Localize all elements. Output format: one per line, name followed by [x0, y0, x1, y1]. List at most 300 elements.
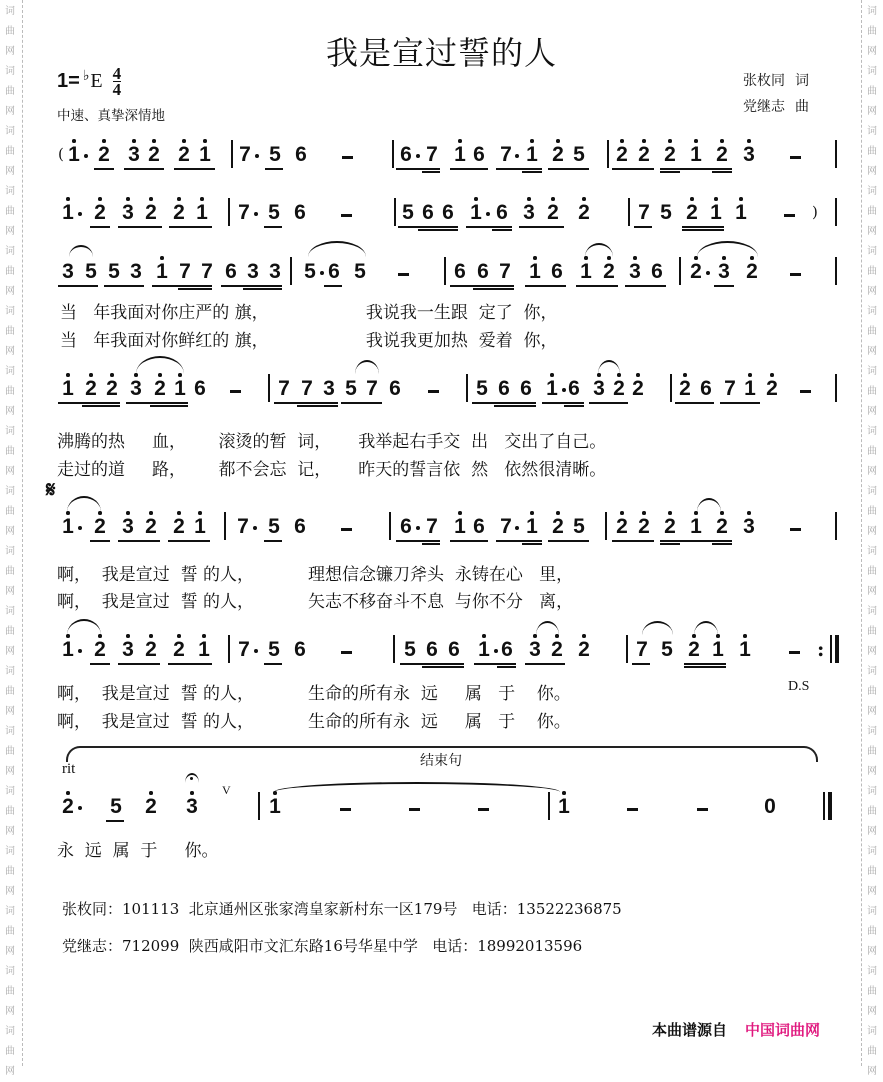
watermark-char: 网 [867, 826, 877, 837]
note: 6 [700, 377, 712, 400]
barline [228, 635, 230, 663]
sustain-dash [341, 528, 352, 531]
note: 6 [422, 201, 434, 224]
watermark-char: 曲 [5, 686, 15, 697]
watermark-char: 曲 [5, 806, 15, 817]
beam-underline [720, 402, 760, 404]
beam-underline [612, 540, 654, 542]
beam-underline [324, 285, 342, 287]
octave-dot [177, 511, 181, 515]
watermark-char: 词 [5, 306, 15, 317]
barline [389, 512, 391, 540]
watermark-char: 网 [5, 406, 15, 417]
beam-underline [400, 663, 464, 665]
sustain-dash [398, 273, 409, 276]
note: 1 [452, 516, 468, 538]
note: 3 [120, 639, 136, 661]
note: 1 [578, 261, 594, 283]
watermark-char: 网 [867, 286, 877, 297]
note: 3 [521, 202, 537, 224]
beam-underline [675, 402, 714, 404]
watermark-char: 词 [867, 606, 877, 617]
note: 2 [614, 144, 630, 166]
watermark-char: 词 [5, 1026, 15, 1037]
octave-dot [714, 197, 718, 201]
barline [830, 635, 832, 663]
note: 6 [295, 143, 307, 166]
sustain-dash [790, 528, 801, 531]
watermark-char: 网 [5, 466, 15, 477]
slur-arc [536, 621, 559, 635]
watermark-char: 网 [5, 286, 15, 297]
slur-arc [355, 360, 379, 374]
watermark-char: 词 [5, 366, 15, 377]
note: 3 [716, 261, 732, 283]
octave-dot [126, 511, 130, 515]
beam-underline [178, 288, 212, 290]
octave-dot [530, 511, 534, 515]
octave-dot [177, 197, 181, 201]
note: 1 [733, 202, 749, 224]
octave-dot [149, 634, 153, 638]
note: 2 [545, 202, 561, 224]
watermark-char: 网 [867, 706, 877, 717]
octave-dot [474, 197, 478, 201]
beam-underline [118, 663, 160, 665]
note: 1 [476, 639, 492, 661]
octave-dot [551, 197, 555, 201]
beam-underline [94, 168, 114, 170]
beam-underline [625, 285, 666, 287]
lyric-line: 沸腾的热 血， 滚烫的暂 词， 我举起右手交 出 交出了自己。 [57, 432, 607, 452]
watermark-char: 词 [867, 126, 877, 137]
note: 5 [573, 143, 585, 166]
beam-underline [712, 543, 732, 545]
final-barline [835, 635, 839, 663]
note: 6 [442, 201, 454, 224]
repeat-sign-icon: : [817, 637, 825, 661]
beam-underline [660, 543, 680, 545]
slur-arc [69, 245, 93, 257]
note: 6 [400, 143, 412, 166]
beam-underline [660, 168, 732, 170]
note: 6 [294, 201, 306, 224]
watermark-char: 网 [5, 646, 15, 657]
staff-line-7 [0, 790, 883, 824]
barline [835, 198, 837, 226]
octave-dot [149, 511, 153, 515]
beam-underline [422, 543, 440, 545]
watermark-char: 词 [5, 246, 15, 257]
note: 2 [684, 202, 700, 224]
octave-dot [160, 256, 164, 260]
note: 1 [192, 516, 208, 538]
beam-underline [714, 285, 734, 287]
beam-underline [634, 226, 652, 228]
barline [679, 257, 681, 285]
note: 1 [737, 639, 753, 661]
note: 5 [404, 638, 416, 661]
note: 1 [196, 639, 212, 661]
slur-arc [642, 621, 673, 635]
beam-underline [450, 540, 488, 542]
watermark-char: 曲 [867, 146, 877, 157]
note: 2 [96, 144, 112, 166]
note: 2 [611, 378, 627, 400]
watermark-char: 词 [867, 66, 877, 77]
barline [466, 374, 468, 402]
watermark-char: 网 [867, 346, 877, 357]
octave-dot [747, 511, 751, 515]
beam-underline [496, 540, 542, 542]
note: 5 [402, 201, 414, 224]
note: 2 [662, 144, 678, 166]
barline [835, 374, 837, 402]
key-note: E [90, 70, 103, 92]
watermark-char: 词 [867, 246, 877, 257]
note: 2 [614, 516, 630, 538]
note: 1 [688, 516, 704, 538]
augmentation-dot [515, 154, 519, 158]
watermark-char: 词 [867, 726, 877, 737]
note: 1 [172, 378, 188, 400]
note: 1 [468, 202, 484, 224]
note: 2 [636, 516, 652, 538]
beam-underline [525, 663, 565, 665]
watermark-char: 曲 [867, 326, 877, 337]
note: 2 [686, 639, 702, 661]
note: 7 [638, 201, 650, 224]
lyric-line: 当 年我面对你鲜红的 旗， 我说我更加热 爱着 你， [60, 331, 558, 351]
watermark-char: 曲 [5, 446, 15, 457]
slur-arc [136, 356, 184, 374]
composer-name: 党继志 [743, 99, 785, 115]
note: 3 [120, 516, 136, 538]
octave-dot [743, 634, 747, 638]
note: 7 [499, 260, 511, 283]
note: 2 [662, 516, 678, 538]
octave-dot [152, 139, 156, 143]
octave-dot [739, 197, 743, 201]
note: 1 [524, 516, 540, 538]
note: 7 [500, 143, 512, 166]
beam-underline [473, 288, 514, 290]
watermark-char: 曲 [5, 566, 15, 577]
sustain-dash [790, 273, 801, 276]
watermark-char: 曲 [5, 926, 15, 937]
note: 5 [660, 201, 672, 224]
note: 5 [85, 260, 97, 283]
note: 1 [688, 144, 704, 166]
octave-dot [748, 373, 752, 377]
note: 2 [143, 516, 159, 538]
note: 6 [496, 201, 508, 224]
slur-arc [274, 782, 560, 792]
beam-underline [492, 229, 512, 231]
octave-dot [66, 197, 70, 201]
sustain-dash [428, 390, 439, 393]
octave-dot [482, 634, 486, 638]
lyric-line: 走过的道 路， 都不会忘 记， 昨天的誓言依 然 依然很清晰。 [57, 460, 607, 480]
watermark-char: 曲 [867, 446, 877, 457]
barline [548, 792, 550, 820]
octave-dot [66, 791, 70, 795]
note: 5 [110, 795, 122, 818]
note: 7 [237, 515, 249, 538]
note: 2 [714, 144, 730, 166]
note: 2 [744, 261, 760, 283]
watermark-char: 曲 [867, 266, 877, 277]
watermark-char: 词 [867, 366, 877, 377]
watermark-char: 网 [5, 1006, 15, 1017]
ritardando-marking: rit [62, 761, 76, 777]
note: 3 [120, 202, 136, 224]
barline [394, 198, 396, 226]
note: 1 [154, 261, 170, 283]
beam-underline [243, 288, 282, 290]
watermark-char: 词 [867, 6, 877, 17]
watermark-char: 曲 [867, 926, 877, 937]
watermark-char: 词 [867, 486, 877, 497]
source-site-link[interactable]: 中国词曲网 [745, 1021, 821, 1039]
beam-underline [548, 168, 589, 170]
note: 3 [62, 260, 74, 283]
barline [231, 140, 233, 168]
octave-dot [683, 373, 687, 377]
note: 2 [143, 796, 159, 818]
beam-underline [522, 171, 542, 173]
note: 1 [66, 144, 82, 166]
octave-dot [668, 511, 672, 515]
staff-line-3 [0, 255, 883, 289]
sustain-dash [627, 808, 638, 811]
note: 3 [591, 378, 607, 400]
note: 2 [104, 378, 120, 400]
augmentation-dot [78, 526, 82, 530]
note: 1 [710, 639, 726, 661]
beam-underline [90, 540, 110, 542]
breath-mark-icon: V [222, 783, 231, 797]
watermark-char: 网 [867, 946, 877, 957]
note: 6 [448, 638, 460, 661]
watermark-char: 曲 [867, 866, 877, 877]
beam-underline [684, 666, 726, 668]
note: 5 [345, 377, 357, 400]
watermark-char: 网 [867, 646, 877, 657]
octave-dot [770, 373, 774, 377]
note: 6 [473, 515, 485, 538]
watermark-char: 曲 [5, 866, 15, 877]
beam-underline [632, 663, 650, 665]
watermark-char: 词 [5, 606, 15, 617]
octave-dot [620, 511, 624, 515]
octave-dot [747, 139, 751, 143]
note: 6 [328, 260, 340, 283]
octave-dot [126, 634, 130, 638]
watermark-char: 词 [5, 726, 15, 737]
beam-underline [124, 168, 164, 170]
beam-underline [466, 226, 512, 228]
watermark-char: 词 [867, 666, 877, 677]
staff-line-4 [0, 372, 883, 406]
time-bottom: 4 [112, 80, 122, 99]
watermark-char: 曲 [867, 626, 877, 637]
note: 2 [630, 378, 646, 400]
octave-dot [126, 197, 130, 201]
slur-arc [308, 241, 366, 257]
beam-underline [525, 285, 566, 287]
augmentation-dot [416, 154, 420, 158]
octave-dot [458, 139, 462, 143]
note: 2 [636, 144, 652, 166]
note: 0 [764, 795, 776, 818]
note: 2 [549, 639, 565, 661]
watermark-char: 曲 [5, 326, 15, 337]
octave-dot [110, 373, 114, 377]
augmentation-dot [254, 212, 258, 216]
fermata-icon [185, 773, 199, 783]
note: 2 [688, 261, 704, 283]
final-barline [828, 792, 832, 820]
lyric-line: 啊， 我是宣过 誓 的人， 理想信念镰刀斧头 永铸在心 里， [57, 565, 574, 585]
note: 7 [179, 260, 191, 283]
augmentation-dot [254, 649, 258, 653]
watermark-char: 网 [5, 766, 15, 777]
watermark-char: 词 [867, 966, 877, 977]
note: 6 [400, 515, 412, 538]
watermark-char: 网 [867, 1006, 877, 1017]
note: 3 [269, 260, 281, 283]
beam-underline [472, 402, 536, 404]
barline [444, 257, 446, 285]
octave-dot [202, 634, 206, 638]
watermark-char: 网 [867, 46, 877, 57]
note: 6 [294, 638, 306, 661]
slur-arc [585, 243, 613, 257]
note: 2 [146, 144, 162, 166]
note: 7 [201, 260, 213, 283]
slur-arc [598, 360, 620, 374]
beam-underline [398, 226, 458, 228]
beam-underline [264, 226, 282, 228]
watermark-char: 曲 [867, 1046, 877, 1057]
note: 1 [197, 144, 213, 166]
note: 7 [239, 143, 251, 166]
octave-dot [562, 791, 566, 795]
beam-underline [118, 226, 162, 228]
watermark-char: 曲 [5, 86, 15, 97]
note: 1 [267, 796, 283, 818]
note: 7 [238, 201, 250, 224]
watermark-char: 词 [867, 906, 877, 917]
note: 3 [741, 144, 757, 166]
note: 7 [426, 143, 438, 166]
watermark-char: 网 [5, 166, 15, 177]
beam-underline [168, 663, 212, 665]
octave-dot [177, 634, 181, 638]
barline [626, 635, 628, 663]
sustain-dash [230, 390, 241, 393]
beam-underline [684, 663, 726, 665]
octave-dot [533, 256, 537, 260]
octave-dot [458, 511, 462, 515]
note: 2 [143, 639, 159, 661]
octave-dot [694, 139, 698, 143]
watermark-char: 词 [5, 666, 15, 677]
watermark-char: 词 [5, 126, 15, 137]
beam-underline [58, 402, 120, 404]
watermark-char: 网 [867, 406, 877, 417]
barline [628, 198, 630, 226]
note: 6 [501, 638, 513, 661]
intro-paren: ) [812, 203, 818, 221]
beam-underline [106, 820, 124, 822]
beam-underline [82, 405, 120, 407]
barline [290, 257, 292, 285]
octave-dot [200, 197, 204, 201]
watermark-char: 曲 [867, 806, 877, 817]
barline [228, 198, 230, 226]
source-credit [652, 1019, 820, 1040]
time-signature [113, 66, 122, 97]
watermark-char: 词 [867, 546, 877, 557]
octave-dot [203, 139, 207, 143]
watermark-char: 网 [5, 46, 15, 57]
watermark-char: 词 [5, 486, 15, 497]
watermark-char: 词 [867, 846, 877, 857]
slur-arc [697, 241, 758, 257]
note: 1 [527, 261, 543, 283]
barline [224, 512, 226, 540]
note: 2 [764, 378, 780, 400]
beam-underline [264, 663, 282, 665]
note: 1 [742, 378, 758, 400]
beam-underline [297, 405, 338, 407]
octave-dot [89, 373, 93, 377]
note: 6 [454, 260, 466, 283]
watermark-char: 曲 [5, 1046, 15, 1057]
flat-icon: ♭ [82, 67, 90, 83]
note: 7 [426, 515, 438, 538]
octave-dot [582, 197, 586, 201]
beam-underline [660, 171, 680, 173]
watermark-char: 网 [5, 1066, 15, 1077]
note: 2 [714, 516, 730, 538]
dal-segno-marking: D.S [788, 679, 810, 694]
note: 6 [225, 260, 237, 283]
note: 5 [108, 260, 120, 283]
source-label: 本曲谱源自 [652, 1021, 728, 1039]
augmentation-dot [255, 154, 259, 158]
beam-underline [519, 226, 564, 228]
watermark-char: 词 [5, 186, 15, 197]
watermark-char: 曲 [867, 386, 877, 397]
watermark-char: 网 [867, 226, 877, 237]
barline [835, 140, 837, 168]
augmentation-dot [515, 526, 519, 530]
watermark-char: 网 [5, 946, 15, 957]
note: 1 [452, 144, 468, 166]
beam-underline [90, 663, 110, 665]
watermark-char: 曲 [5, 626, 15, 637]
contact-composer: 党继志：712099 陕西咸阳市文汇东路16号华星中学 电话：18992013596 [62, 937, 583, 955]
beam-underline [168, 540, 210, 542]
beam-underline [612, 168, 654, 170]
beam-underline [682, 229, 724, 231]
augmentation-dot [78, 806, 82, 810]
beam-underline [450, 285, 514, 287]
beam-underline [396, 168, 440, 170]
